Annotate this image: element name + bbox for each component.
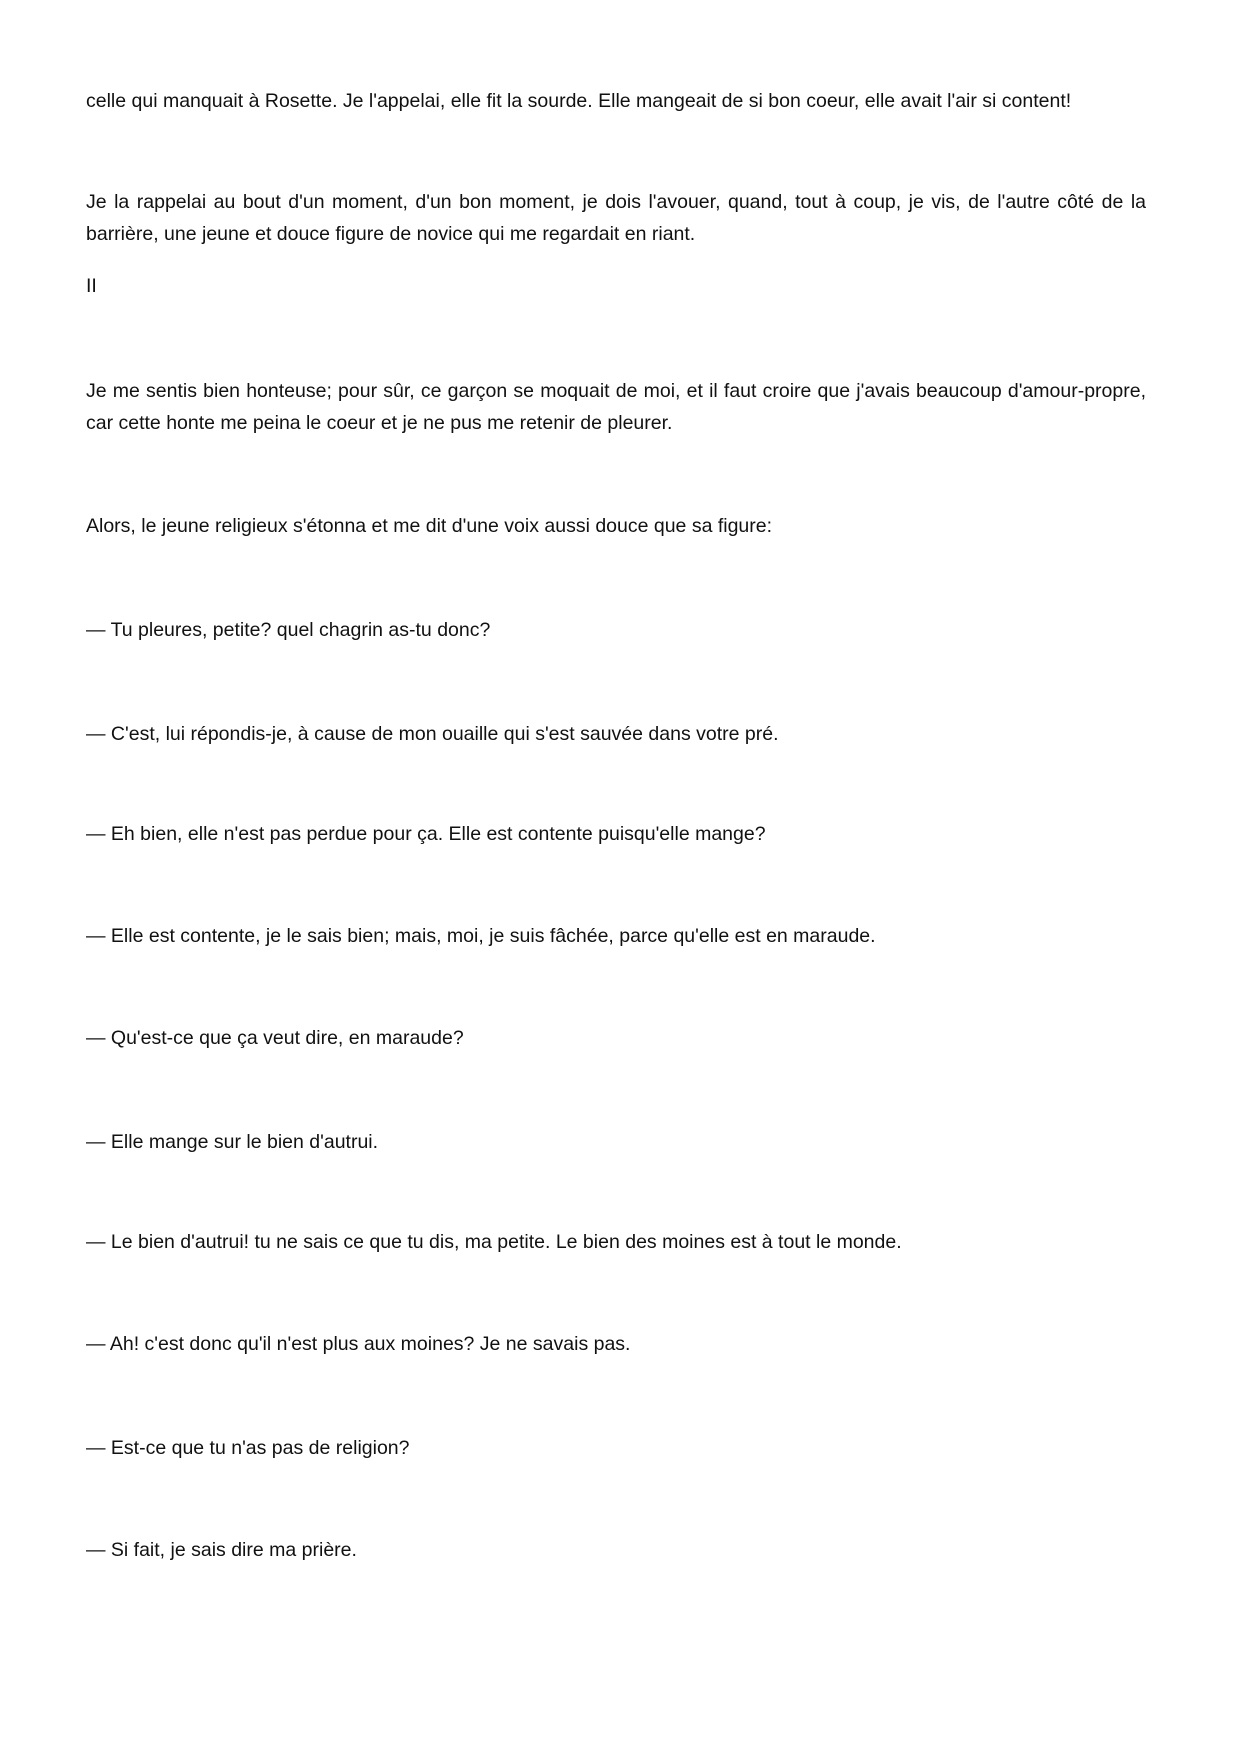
dialogue-line-7: — Le bien d'autrui! tu ne sais ce que tu dis, ma petite. Le bien des moines est à tout le monde. [86, 1231, 902, 1253]
dialogue-line-3: — Eh bien, elle n'est pas perdue pour ça. Elle est contente puisqu'elle mange? [86, 823, 766, 845]
paragraph-1: celle qui manquait à Rosette. Je l'appelai, elle fit la sourde. Elle mangeait de si bon coeur, elle avait l'air si content! [86, 90, 1072, 112]
dialogue-line-8: — Ah! c'est donc qu'il n'est plus aux moines? Je ne savais pas. [86, 1333, 631, 1355]
chapter-heading: II [86, 275, 97, 297]
dialogue-line-4: — Elle est contente, je le sais bien; mais, moi, je suis fâchée, parce qu'elle est en maraude. [86, 925, 876, 947]
paragraph-3: Je me sentis bien honteuse; pour sûr, ce garçon se moquait de moi, et il faut croire que j'avais beaucoup d'amour-propre, car cette honte me peina le coeur et je ne pus me retenir de pleurer. [86, 380, 1146, 434]
dialogue-line-6: — Elle mange sur le bien d'autrui. [86, 1131, 379, 1153]
dialogue-line-5: — Qu'est-ce que ça veut dire, en maraude? [86, 1027, 464, 1049]
dialogue-line-10: — Si fait, je sais dire ma prière. [86, 1539, 357, 1561]
paragraph-4: Alors, le jeune religieux s'étonna et me dit d'une voix aussi douce que sa figure: [86, 515, 773, 537]
dialogue-line-1: — Tu pleures, petite? quel chagrin as-tu donc? [86, 619, 491, 641]
dialogue-line-9: — Est-ce que tu n'as pas de religion? [86, 1437, 410, 1459]
dialogue-line-2: — C'est, lui répondis-je, à cause de mon ouaille qui s'est sauvée dans votre pré. [86, 723, 779, 745]
paragraph-2: Je la rappelai au bout d'un moment, d'un bon moment, je dois l'avouer, quand, tout à coup, je vis, de l'autre côté de la barrière, une jeune et douce figure de novice qui me regardait en riant. [86, 191, 1146, 245]
